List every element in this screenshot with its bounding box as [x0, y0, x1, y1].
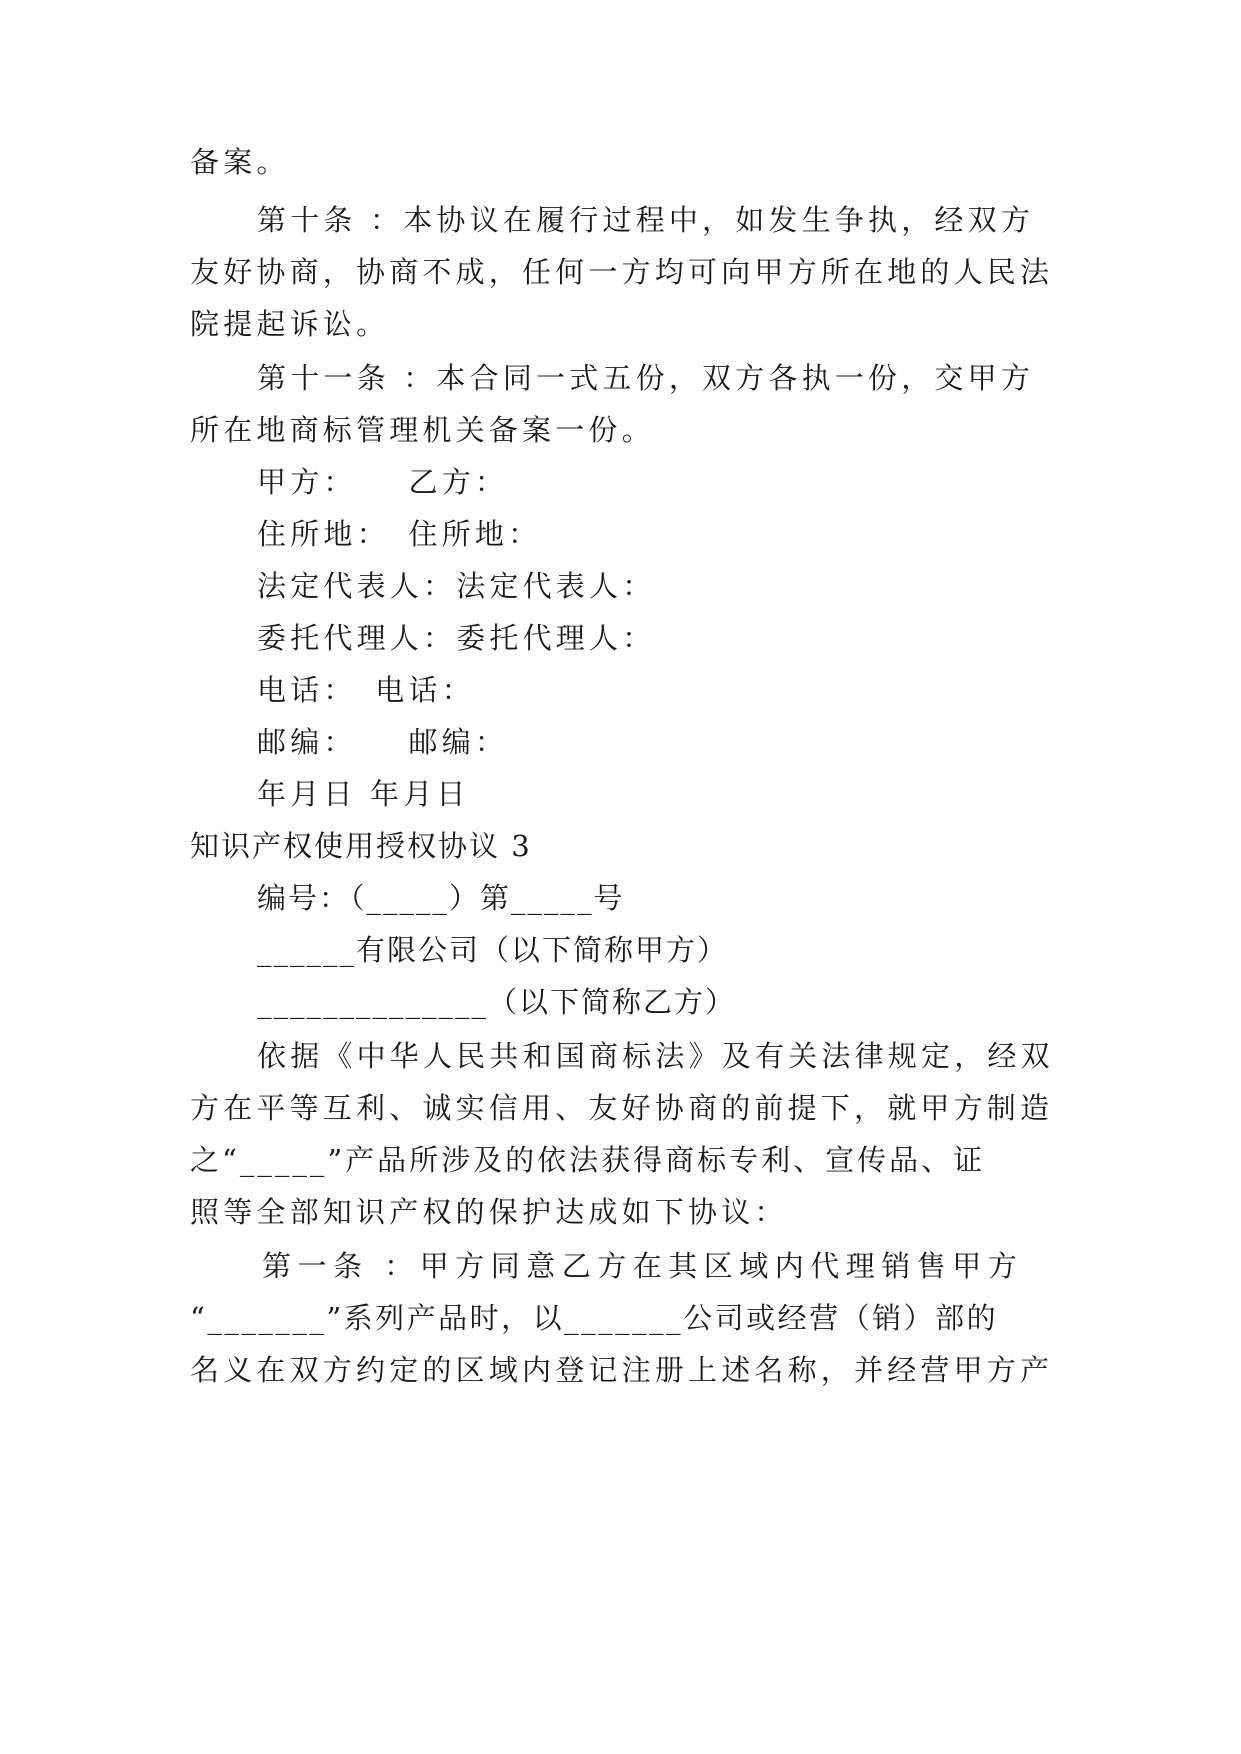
article-one-line: 名义在双方约定的区域内登记注册上述名称，并经营甲方产 — [190, 1353, 1054, 1387]
paragraph-line: 院提起诉讼。 — [190, 307, 390, 341]
signature-agent-line: 委托代理人：委托代理人： — [257, 621, 656, 655]
preamble-line: 方在平等互利、诚实信用、友好协商的前提下，就甲方制造 — [190, 1091, 1054, 1125]
paragraph-line: 友好协商，协商不成，任何一方均可向甲方所在地的人民法 — [190, 255, 1054, 289]
party-a-line: ______有限公司（以下简称甲方） — [257, 933, 729, 967]
signature-party-line: 甲方： 乙方： — [257, 465, 509, 499]
paragraph-line: 备案。 — [190, 145, 290, 179]
preamble-line: 依据《中华人民共和国商标法》及有关法律规定，经双 — [257, 1039, 1054, 1073]
article-eleven-heading-line: 第十一条 ：本合同一式五份，双方各执一份，交甲方 — [257, 361, 1035, 395]
paragraph-line: 所在地商标管理机关备案一份。 — [190, 413, 655, 447]
document-title: 知识产权使用授权协议 3 — [190, 829, 532, 863]
article-one-line: “_______”系列产品时，以_______公司或经营（销）部的 — [190, 1301, 999, 1335]
preamble-line: 照等全部知识产权的保护达成如下协议： — [190, 1195, 788, 1229]
preamble-line: 之“_____”产品所涉及的依法获得商标专利、宣传品、证 — [190, 1143, 986, 1177]
contract-number-line: 编号：（_____）第_____号 — [257, 881, 625, 915]
signature-date-line: 年月日 年月日 — [257, 777, 470, 811]
signature-address-line: 住所地： 住所地： — [257, 517, 542, 551]
party-b-line: ______________（以下简称乙方） — [257, 985, 737, 1019]
signature-phone-line: 电话： 电话： — [257, 673, 475, 707]
article-one-heading-line: 第一条 ：甲方同意乙方在其区域内代理销售甲方 — [262, 1249, 1024, 1283]
article-ten-heading-line: 第十条 ：本协议在履行过程中，如发生争执，经双方 — [257, 203, 1035, 237]
signature-postcode-line: 邮编： 邮编： — [257, 725, 509, 759]
signature-representative-line: 法定代表人：法定代表人： — [257, 569, 656, 603]
